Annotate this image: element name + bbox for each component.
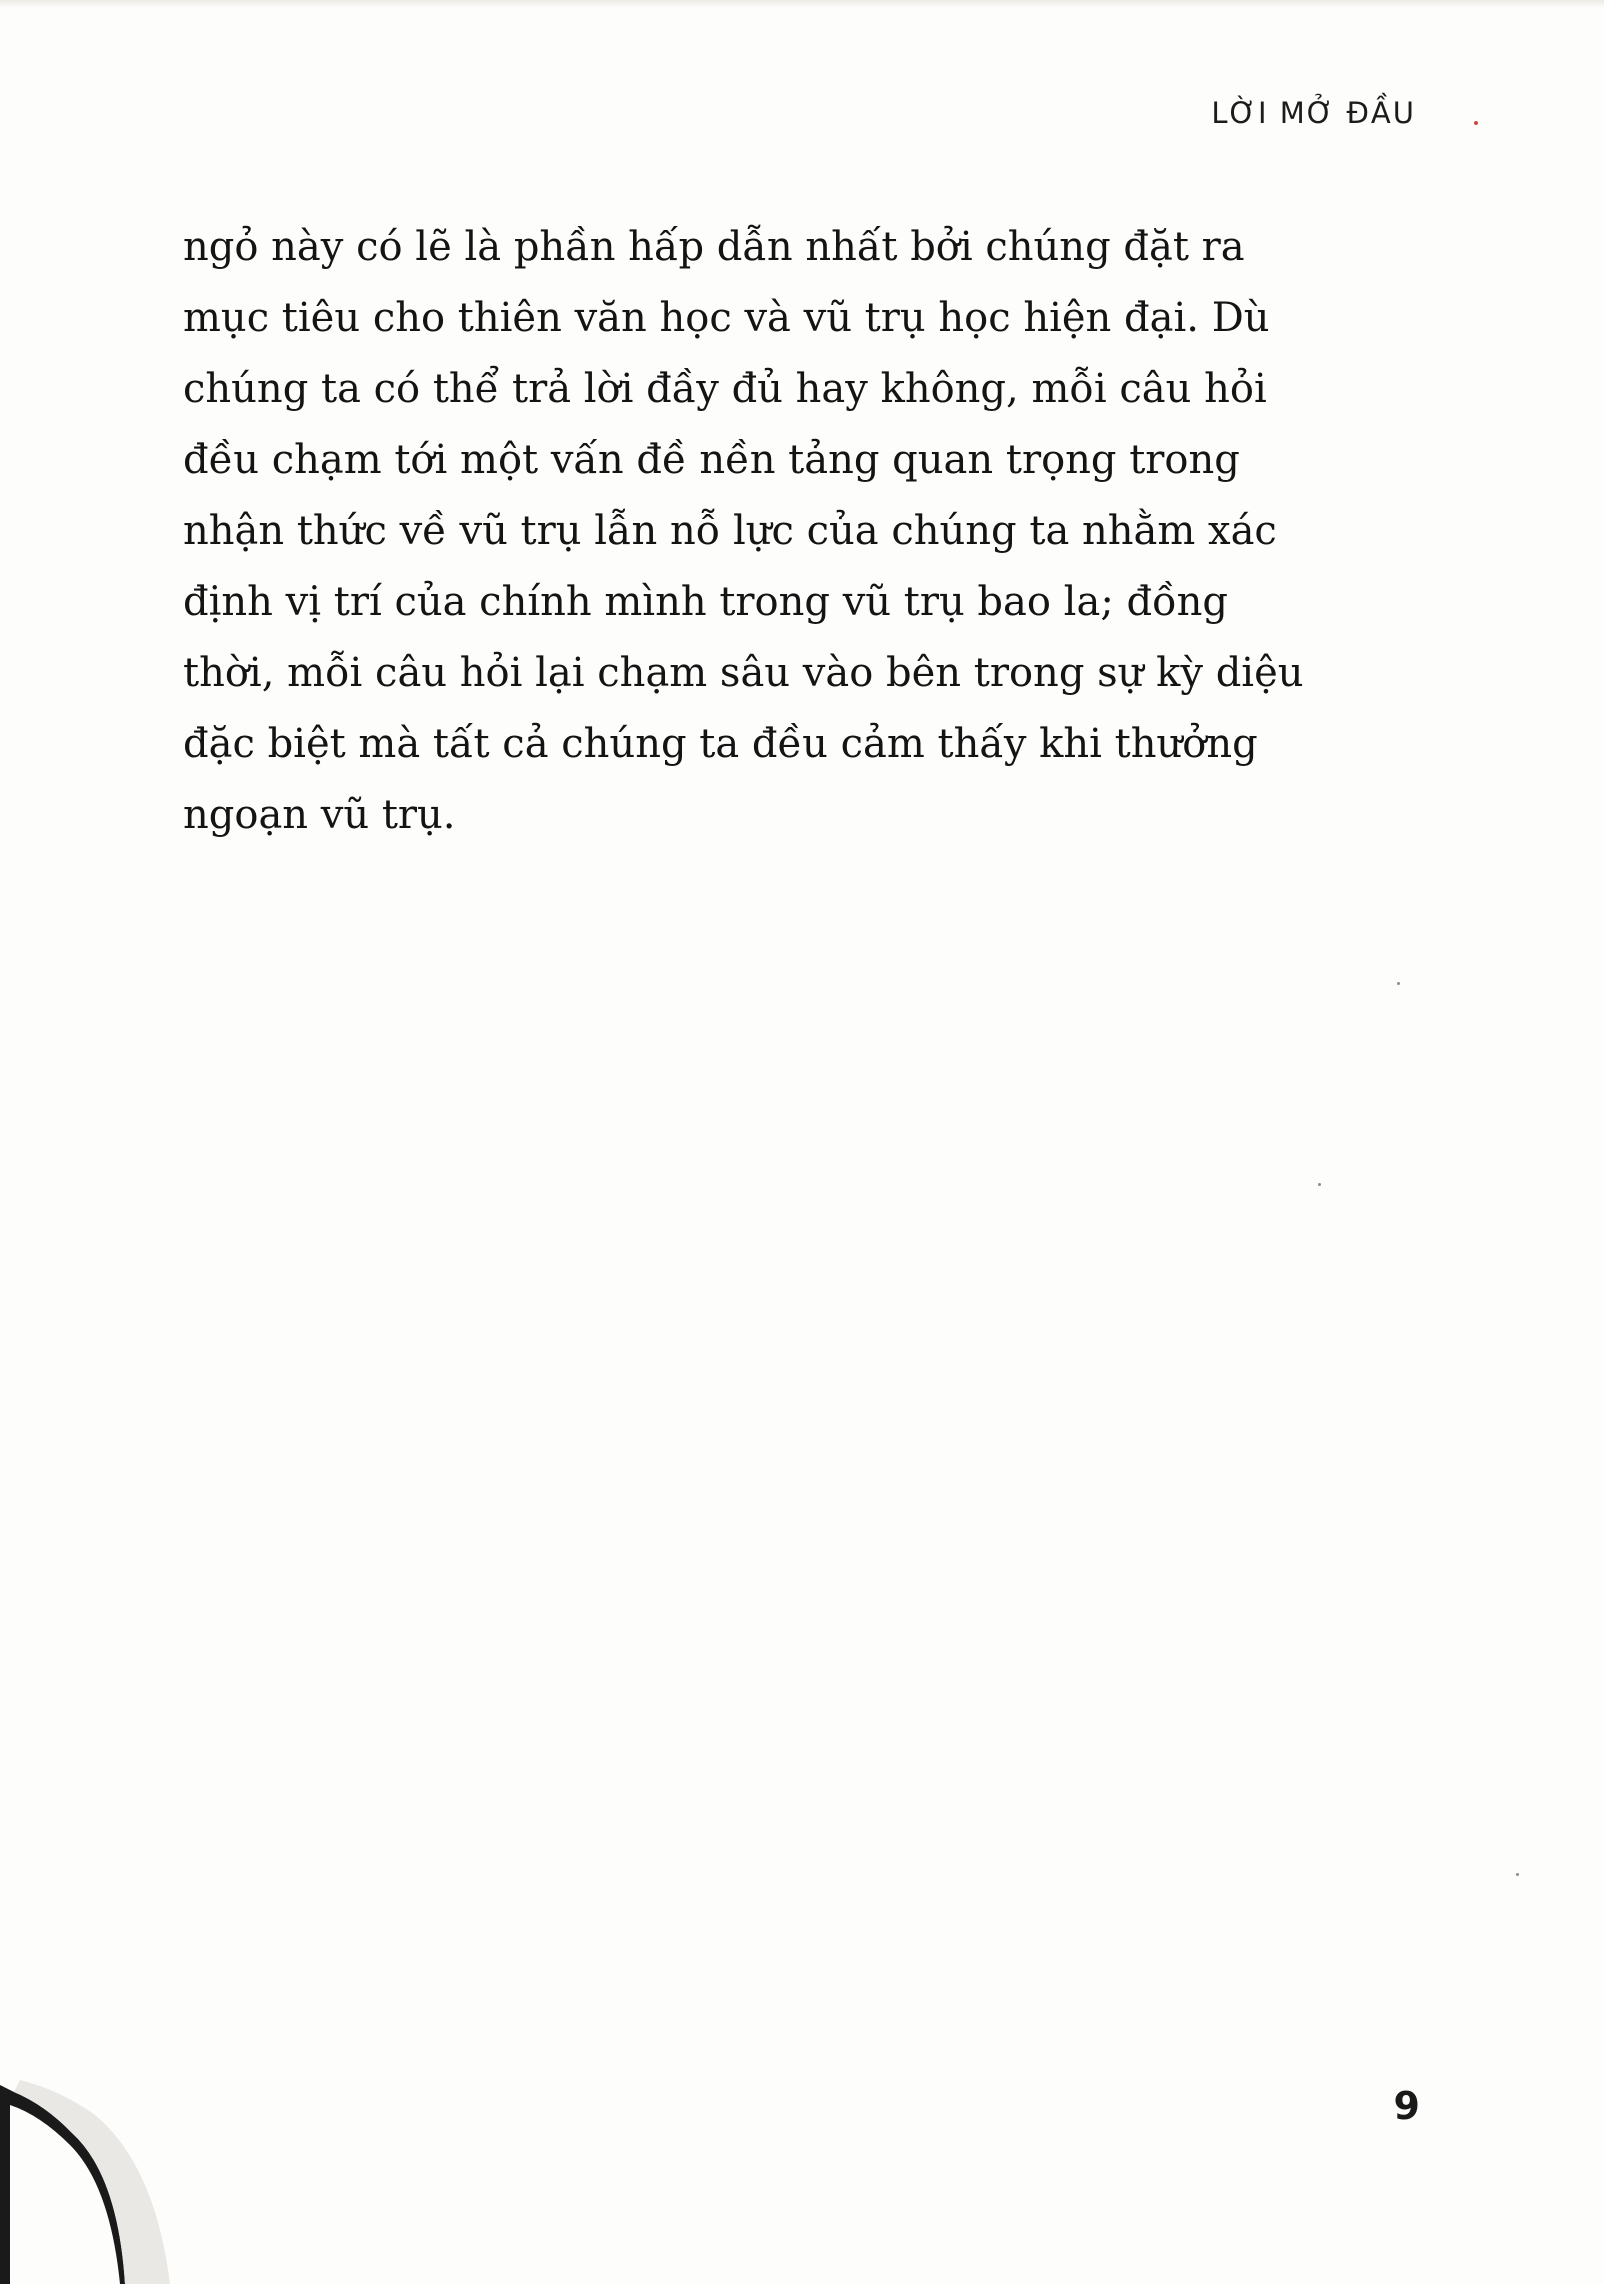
- scan-top-shading: [0, 0, 1604, 8]
- text-line: mục tiêu cho thiên văn học và vũ trụ học hiện đại. Dù: [183, 295, 1270, 341]
- text-line: nhận thức về vũ trụ lẫn nỗ lực của chúng ta nhằm xác: [183, 508, 1277, 554]
- text-line: thời, mỗi câu hỏi lại chạm sâu vào bên trong sự kỳ diệu: [183, 650, 1304, 696]
- header-dot-mark: [1474, 121, 1478, 125]
- text-line: đều chạm tới một vấn đề nền tảng quan trọng trong: [183, 437, 1240, 483]
- scan-speck: [1397, 982, 1400, 985]
- text-line: ngỏ này có lẽ là phần hấp dẫn nhất bởi chúng đặt ra: [183, 224, 1245, 270]
- page-edge-shadow: [0, 2045, 170, 2284]
- scan-speck: [1516, 1873, 1519, 1876]
- text-line: đặc biệt mà tất cả chúng ta đều cảm thấy khi thưởng: [183, 721, 1258, 767]
- text-line: ngoạn vũ trụ.: [183, 792, 456, 838]
- text-line: chúng ta có thể trả lời đầy đủ hay không, mỗi câu hỏi: [183, 366, 1267, 412]
- page-number: 9: [1393, 2084, 1420, 2128]
- running-header: LỜI MỞ ĐẦU: [1211, 96, 1416, 130]
- text-line: định vị trí của chính mình trong vũ trụ bao la; đồng: [183, 579, 1228, 625]
- scan-speck: [1318, 1183, 1321, 1186]
- body-paragraph: [183, 212, 1304, 851]
